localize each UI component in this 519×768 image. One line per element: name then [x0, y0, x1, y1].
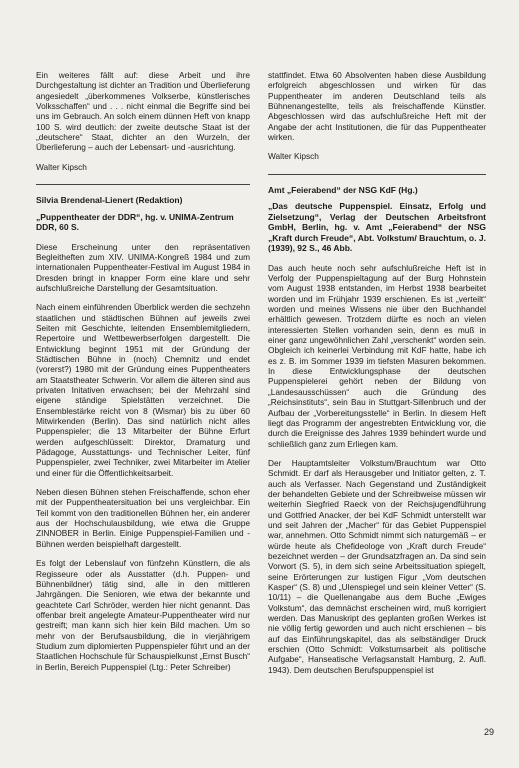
paragraph: Nach einem einführenden Überblick werden die sechzehn staatlichen und städtischen Bühnen auf jeweils zwei Seiten mit Geschichte, leitenden Ensemblemitgliedern, Repertoire und Wettbewerbserfolgen dargestellt. Die Entwicklung beginnt 1951 mit der Gründung der Städtischen Bühne in (noch) Chemnitz und endet (vorerst?) 1980 mit der Gründung eines Puppentheaters am Staatstheater Schwerin. Vor allem die älteren sind aus privaten Initativen erwachsen; bei der Mehrzahl sind eigene ständige Spielstätten verzeichnet. Die Ensemblestärke reicht von 8 (Wismar) bis zu über 60 Mitwirkenden (Berlin). Das sind natürlich nicht alles Puppenspieler; die 13 Mitarbeiter der Bühne Erfurt werden aufgeschlüsselt: Direktor, Dramaturg und Pädagoge, Ausstattungs- und Technischer Leiter, fünf Puppenspieler, zwei Techniker, zwei Mitarbeiter im Atelier und einer für die Öffentlichkeitsarbeit.	[36, 302, 250, 478]
paragraph: Neben diesen Bühnen stehen Freischaffende, schon eher mit der Puppentheatersituation bei uns vergleichbar. Ein Teil kommt von den traditionellen Bühnen her, ein anderer aus der Hochschulausbildung, wie etwa die Gruppe ZINNOBER in Berlin. Einige Puppenspiel-Familien und -Bühnen werden beispielhaft dargestellt.	[36, 487, 250, 549]
signature: Walter Kipsch	[268, 151, 319, 162]
section-divider	[268, 174, 486, 175]
right-column	[268, 70, 486, 675]
left-column	[36, 70, 250, 672]
paragraph: Diese Erscheinung unter den repräsentativen Begleitheften zum XIV. UNIMA-Kongreß 1984 und zum internationalen Puppentheater-Festival im August 1984 in Dresden bringt in knapper Form eine klare und sehr aufschlußreiche Darstellung der Gesamtsituation.	[36, 241, 250, 293]
intro-paragraph: Ein weiteres fällt auf: diese Arbeit und ihre Durchgestaltung ist dichter an Tradition und Überlieferung angesiedelt „überkommenes Volkserbe, künstlerisches Volksschaffen“ und . . . nicht einmal die Begriffe sind bei uns im Gebrauch. An solch einem dünnen Heft von knapp 100 S. wird deutlich: der zweite deutsche Staat ist der „deutschere“ Staat, dichter an den Wurzeln, der Überlieferung – auch der Lebensart- und -ausrichtung.	[36, 70, 250, 153]
signature: Walter Kipsch	[36, 161, 87, 172]
paragraph: Es folgt der Lebenslauf von fünfzehn Künstlern, die als Regisseure oder als Ausstatter (d.h. Puppen- und Bühnenbildner) tätig sind, alle in den mittleren Jahrgängen. Die Senioren, wie etwa der bekannte und geachtete Carl Schröder, werden hier nicht genannt. Das offenbar breit angelegte Amateur-Puppentheater wird nur gestreift; man kann sich hier kein Bild machen. Um so mehr von der Berufsausbildung, die in vierjährigem Studium zum diplomierten Puppenspieler führt und an der Staatlichen Hochschule für Schauspielkunst „Ernst Busch“ in Berlin, Bereich Puppenspiel (Ltg.: Peter Schreiber)	[36, 558, 250, 672]
continued-paragraph: stattfindet. Etwa 60 Absolventen haben diese Ausbildung erfolgreich abgeschlossen und wirken für das Puppentheater im anderen Deutschland teils als Bühnenangestellte, teils als freischaffende Künstler. Abgeschlossen wird das aufschlußreiche Heft mit der Angabe der acht Institutionen, die für das Puppentheater wirken.	[268, 70, 486, 143]
paragraph: Der Hauptamtsleiter Volkstum/Brauchtum war Otto Schmidt. Er darf als Herausgeber und Initiator gelten, z. T. auch als Verfasser. Nach Gegenstand und Zuständigkeit der behandelten Gebiete und der Schreibweise müssen wir weiterhin Siegfried Raeck von der Reichsjugendführung und Gottfried Anacker, der bei KdF Schmidt unterstellt war und seit Jahren der „Macher“ für das Gebiet Puppenspiel war, annehmen. Otto Schmidt nimmt sich naturgemäß – er würde heute als Chefideologe von „Kraft durch Freude“ bezeichnet werden – der Grundsatzfragen an. Da sind sein Vorwort (S. 5), in dem sich seine Arbeitssituation spiegelt, seine Erörterungen zur lustigen Figur „Vom deutschen Kasper“ (S. 8) und „Ulenspiegel und sein kleiner Vetter“ (S. 10/11) – die Quellenangabe aus dem Buche „Ewiges Volkstum“, das demnächst erscheinen wird, muß korrigiert werden. Das Manuskript des geplanten großen Werkes ist nie völlig fertig geworden und auch nicht erschienen – bis auf das Einführungskapitel, das als selbständiger Druck erschien (Otto Schmidt: Volkstumsarbeit als politische Aufgabe“, Hanseatische Verlagsanstalt Hamburg, 2. Aufl. 1943). Dem deutschen Berufspuppenspiel ist	[268, 457, 486, 675]
book-title: „Das deutsche Puppenspiel. Einsatz, Erfolg und Zielsetzung“, Verlag der Deutschen Arbeitsfront GmbH, Berlin, hg. v. Amt „Feierabend“ der NSG „Kraft durch Freude“, Abt. Volkstum/ Brauchtum, o. J. (1939), 92 S., 46 Abb.	[268, 201, 486, 254]
page-number: 29	[484, 727, 495, 737]
review-author: Silvia Brendenal-Lienert (Redaktion)	[36, 195, 183, 206]
paragraph: Das auch heute noch sehr aufschlußreiche Heft ist in Verfolg der Puppenspieltagung auf der Burg Hohnstein vom August 1938 entstanden, im Herbst 1938 bearbeitet worden und im Frühjahr 1939 erschienen. Es ist „verteilt“ worden und meines Wissens nie über den Buchhandel erhältlich gewesen. Trotzdem dürfte es noch an vielen interessierten Stellen vorhanden sein, denn es muß in einer ganz ungewöhnlichen Zahl „verschenkt“ worden sein. Obgleich ich keinerlei Verbindung mit KdF hatte, habe ich es z. B. im Sommer 1939 im tiefsten Masuren bekommen. In diese Entwicklungsphase der deutschen Puppenspielerei gehört neben der Bildung von „Landesausschüssen“ auch die Gründung des „Reichsinstituts“, sein Bau in Stuttgart-Sillenbruch und der Aufbau der „Vorbereitungsstelle“ in Berlin. In diesem Heft liegt das Programm der angestrebten Entwicklung vor, die durch die Ereignisse des Jahres 1939 behindert wurde und schließlich ganz zum Erliegen kam.	[268, 262, 486, 449]
section-divider	[36, 184, 250, 185]
review-heading: Amt „Feierabend“ der NSG KdF (Hg.)	[268, 184, 418, 195]
review-title: „Puppentheater der DDR“, hg. v. UNIMA-Zentrum DDR, 60 S.	[36, 211, 234, 233]
